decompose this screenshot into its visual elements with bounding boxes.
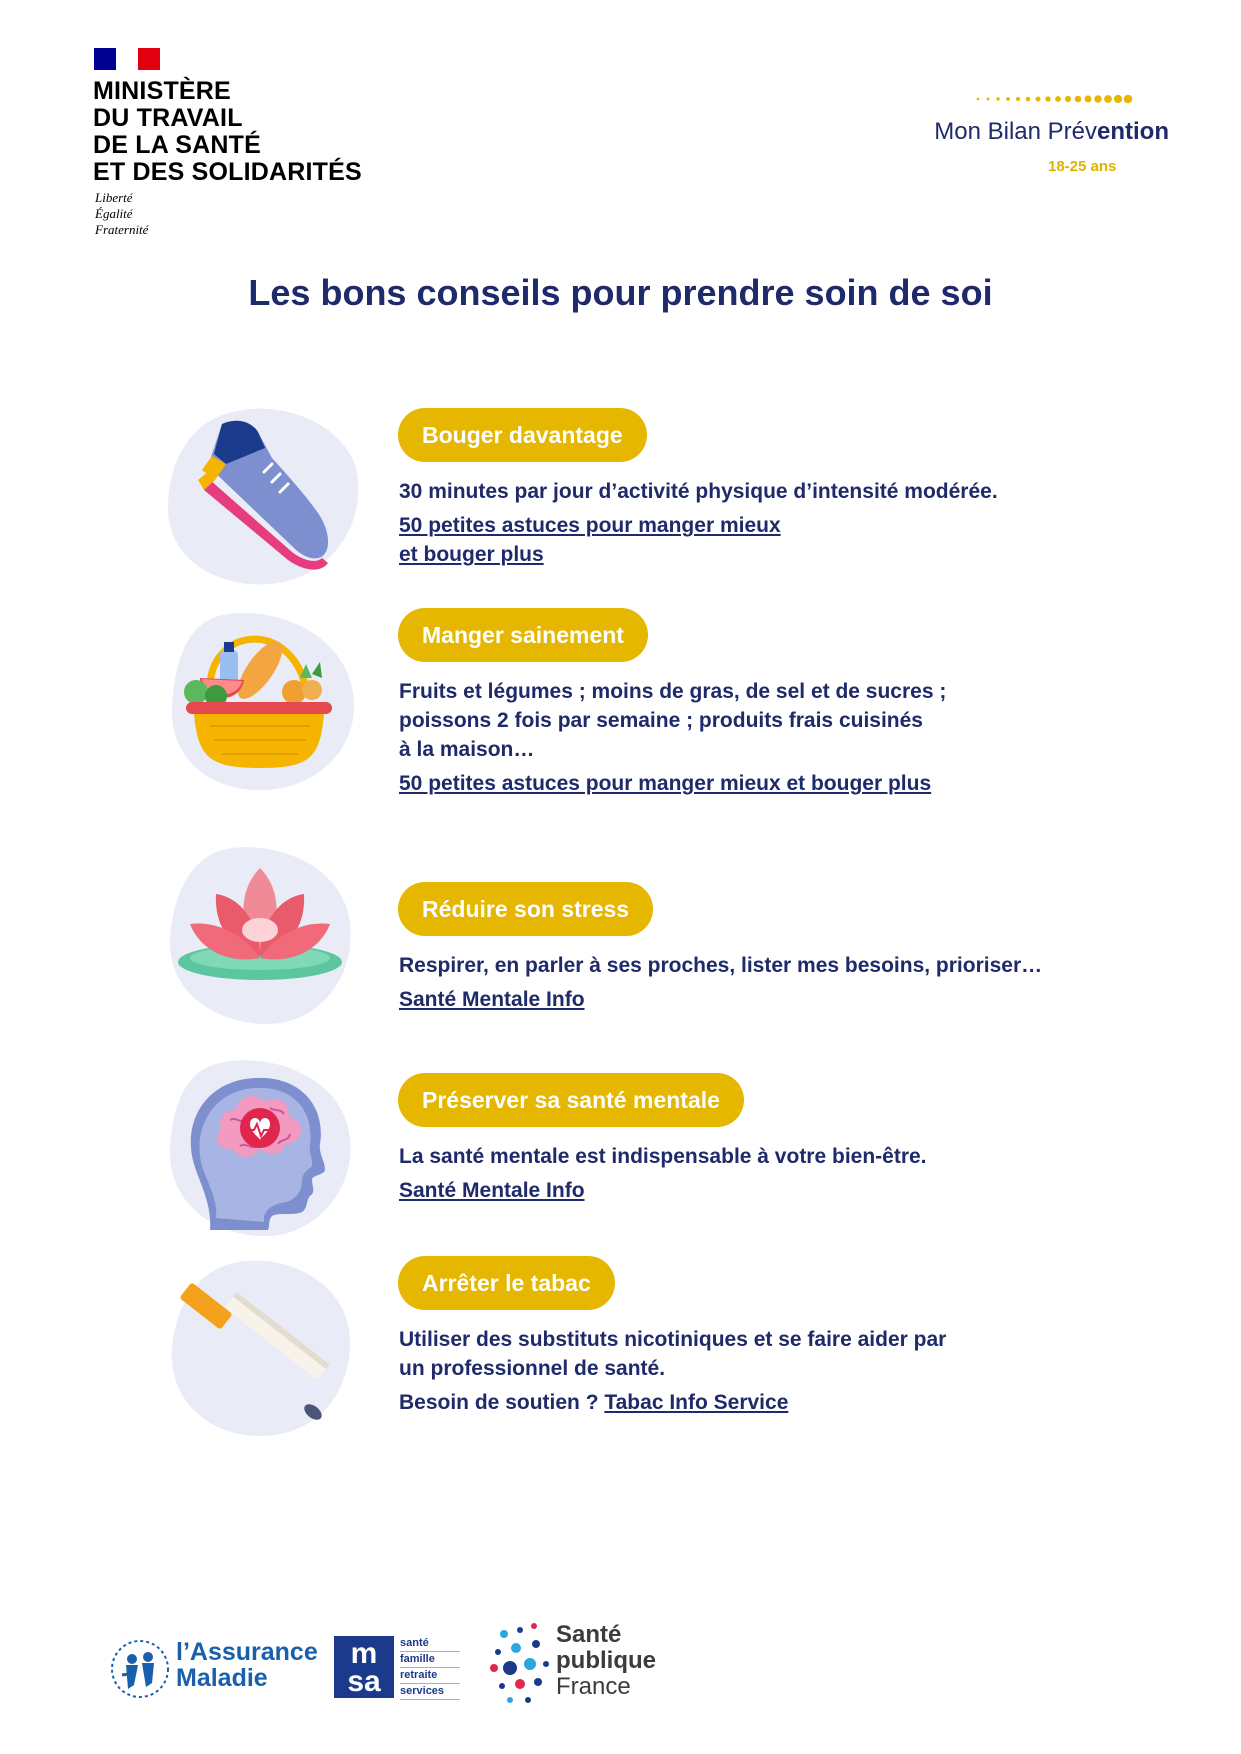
head-brain-icon <box>160 1054 360 1244</box>
section-text: un professionnel de santé. <box>399 1357 666 1380</box>
msa-logo <box>334 1636 464 1698</box>
assurance-maladie-emblem-icon <box>108 1635 172 1701</box>
link-sante-mentale[interactable]: Santé Mentale Info <box>399 988 585 1011</box>
msa-box <box>334 1636 394 1698</box>
food-basket-icon <box>160 608 360 798</box>
spf-dots-icon <box>488 1620 552 1710</box>
sante-publique-france-logo <box>488 1620 668 1710</box>
ministry-name <box>93 78 393 186</box>
link-sante-mentale[interactable]: Santé Mentale Info <box>399 1179 585 1202</box>
assurance-maladie-line: l’Assurance <box>176 1638 318 1666</box>
msa-box-line: m <box>350 1637 378 1670</box>
ministry-line: DE LA SANTÉ <box>93 131 261 159</box>
motto-line: Liberté <box>95 190 133 205</box>
section-mental-health <box>160 1054 1120 1244</box>
link-astuces[interactable]: 50 petites astuces pour manger mieux et bouger plus <box>399 772 932 795</box>
spf-line: France <box>556 1673 631 1700</box>
dotted-line-icon <box>976 93 1136 105</box>
section-reduce-stress <box>160 844 1120 1034</box>
section-stop-smoking <box>160 1256 1120 1456</box>
section-text: Respirer, en parler à ses proches, lister mes besoins, prioriser… <box>399 954 1043 977</box>
heading-pill: Arrêter le tabac <box>398 1256 615 1310</box>
page-title: Les bons conseils pour prendre soin de soi <box>248 272 993 313</box>
motto-line: Fraternité <box>95 222 149 237</box>
sneaker-icon <box>160 398 360 588</box>
heading-pill: Manger sainement <box>398 608 648 662</box>
support-line <box>399 1388 788 1417</box>
lotus-icon <box>160 844 360 1034</box>
msa-box-line: sa <box>347 1665 381 1698</box>
ministry-line: ET DES SOLIDARITÉS <box>93 158 362 186</box>
msa-line: services <box>400 1684 460 1700</box>
support-prefix: Besoin de soutien ? <box>399 1391 605 1414</box>
brand-name-part1: Mon Bilan Prév <box>934 118 1097 145</box>
section-move-more <box>160 398 1120 588</box>
republique-flag-icon <box>94 48 160 70</box>
ministry-line: DU TRAVAIL <box>93 104 243 132</box>
section-eat-healthy <box>160 608 1120 808</box>
cigarette-icon <box>160 1256 360 1446</box>
heading-pill: Bouger davantage <box>398 408 647 462</box>
msa-line: famille <box>400 1652 460 1668</box>
age-range: 18-25 ans <box>1048 158 1117 175</box>
heading-pill: Réduire son stress <box>398 882 653 936</box>
section-text: Fruits et légumes ; moins de gras, de sel et de sucres ; <box>399 680 947 703</box>
brand-name <box>934 118 1169 146</box>
section-text: La santé mentale est indispensable à votre bien-être. <box>399 1145 927 1168</box>
assurance-maladie-line: Maladie <box>176 1664 268 1692</box>
motto-line: Égalité <box>95 206 133 221</box>
section-text: à la maison… <box>399 738 535 761</box>
msa-line: santé <box>400 1636 460 1652</box>
ministry-line: MINISTÈRE <box>93 77 231 105</box>
brand-name-part2: ention <box>1097 118 1169 145</box>
republic-motto <box>95 190 148 238</box>
link-tabac-info-service[interactable]: Tabac Info Service <box>604 1391 789 1414</box>
spf-line: publique <box>556 1647 656 1674</box>
link-astuces[interactable]: 50 petites astuces pour manger mieux <box>399 514 781 537</box>
msa-line: retraite <box>400 1668 460 1684</box>
heading-pill: Préserver sa santé mentale <box>398 1073 744 1127</box>
link-astuces[interactable]: et bouger plus <box>399 543 544 566</box>
section-text: poissons 2 fois par semaine ; produits frais cuisinés <box>399 709 923 732</box>
spf-line: Santé <box>556 1621 622 1648</box>
section-text: 30 minutes par jour d’activité physique d’intensité modérée. <box>399 480 998 503</box>
assurance-maladie-logo <box>108 1635 318 1705</box>
section-text: Utiliser des substituts nicotiniques et se faire aider par <box>399 1328 947 1351</box>
